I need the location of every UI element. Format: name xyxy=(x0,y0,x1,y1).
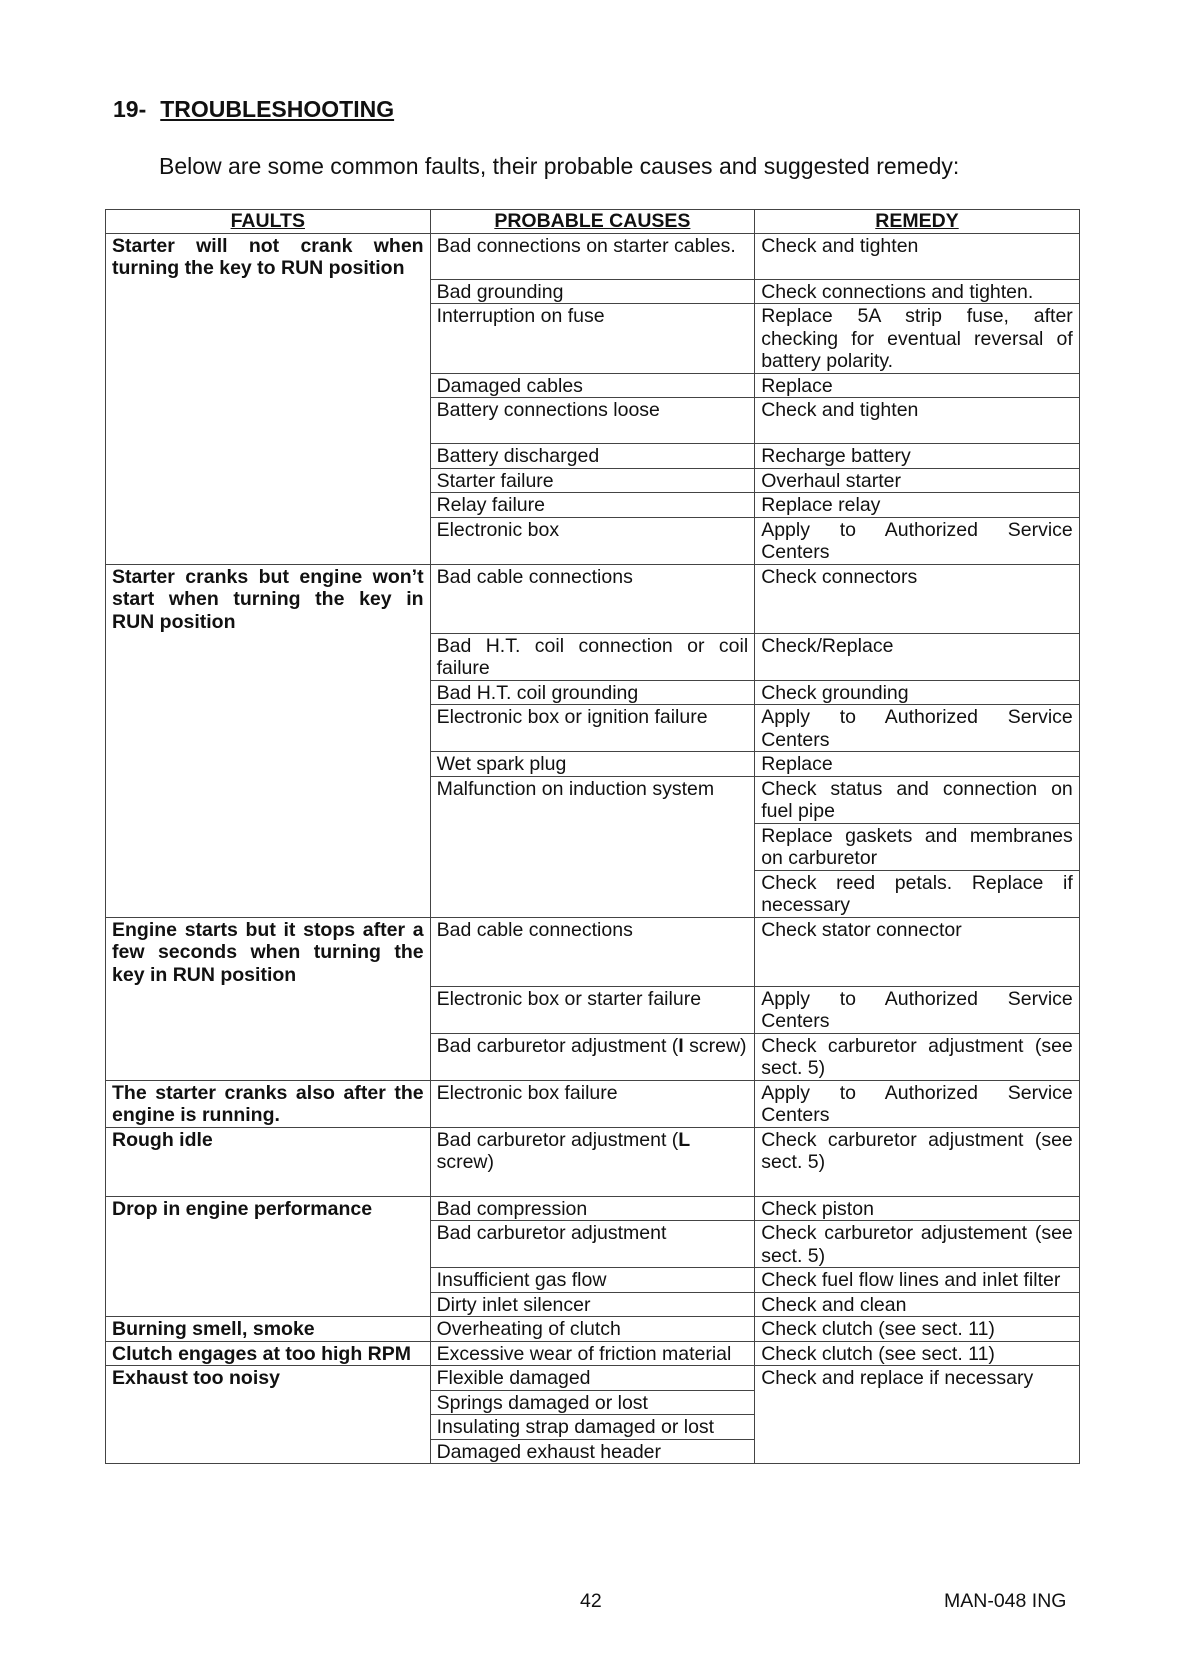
fault-cell: Clutch engages at too high RPM xyxy=(106,1341,431,1366)
remedy-cell: Check clutch (see sect. 11) xyxy=(755,1341,1080,1366)
document-code: MAN-048 ING xyxy=(944,1590,1067,1612)
cause-cell: Bad carburetor adjustment (L screw) xyxy=(430,1127,755,1196)
cause-cell: Electronic box failure xyxy=(430,1080,755,1127)
remedy-cell: Apply to Authorized Service Centers xyxy=(755,1080,1080,1127)
cause-cell: Excessive wear of friction material xyxy=(430,1341,755,1366)
remedy-cell: Recharge battery xyxy=(755,444,1080,469)
fault-cell: The starter cranks also after the engine is running. xyxy=(106,1080,431,1127)
table-row xyxy=(106,564,1080,633)
cause-cell: Bad carburetor adjustment (I screw) xyxy=(430,1033,755,1080)
cause-cell: Insufficient gas flow xyxy=(430,1268,755,1293)
remedy-cell: Replace xyxy=(755,752,1080,777)
cause-cell: Bad H.T. coil grounding xyxy=(430,680,755,705)
remedy-cell: Check grounding xyxy=(755,680,1080,705)
cause-cell: Wet spark plug xyxy=(430,752,755,777)
remedy-cell: Replace gaskets and membranes on carburetor xyxy=(755,823,1080,870)
remedy-cell: Check connections and tighten. xyxy=(755,279,1080,304)
fault-cell: Burning smell, smoke xyxy=(106,1317,431,1342)
cause-cell: Bad grounding xyxy=(430,279,755,304)
remedy-cell: Check and tighten xyxy=(755,233,1080,279)
cause-cell: Bad H.T. coil connection or coil failure xyxy=(430,633,755,680)
page-number: 42 xyxy=(580,1590,602,1612)
table-row xyxy=(106,1317,1080,1342)
remedy-cell: Replace xyxy=(755,373,1080,398)
fault-cell: Rough idle xyxy=(106,1127,431,1196)
cause-cell: Flexible damaged xyxy=(430,1366,755,1391)
cause-cell: Bad cable connections xyxy=(430,917,755,986)
remedy-cell: Check and replace if necessary xyxy=(755,1366,1080,1464)
table-row xyxy=(106,1127,1080,1196)
header-remedy: REMEDY xyxy=(755,210,1080,234)
table-row xyxy=(106,917,1080,986)
cause-cell: Bad carburetor adjustment xyxy=(430,1221,755,1268)
section-title: TROUBLESHOOTING xyxy=(160,96,395,122)
section-heading xyxy=(113,96,394,123)
remedy-cell: Check status and connection on fuel pipe xyxy=(755,776,1080,823)
cause-cell: Battery discharged xyxy=(430,444,755,469)
cause-cell: Malfunction on induction system xyxy=(430,776,755,917)
remedy-cell: Apply to Authorized Service Centers xyxy=(755,705,1080,752)
remedy-cell: Check carburetor adjustment (see sect. 5) xyxy=(755,1033,1080,1080)
fault-cell: Engine starts but it stops after a few seconds when turning the key in RUN position xyxy=(106,917,431,1080)
table-row xyxy=(106,1196,1080,1221)
cause-cell: Bad cable connections xyxy=(430,564,755,633)
header-probable-causes: PROBABLE CAUSES xyxy=(430,210,755,234)
remedy-cell: Apply to Authorized Service Centers xyxy=(755,517,1080,564)
fault-cell: Exhaust too noisy xyxy=(106,1366,431,1464)
fault-cell: Starter cranks but engine won’t start when turning the key in RUN position xyxy=(106,564,431,917)
cause-cell: Electronic box xyxy=(430,517,755,564)
troubleshooting-table xyxy=(105,209,1080,1464)
cause-cell: Springs damaged or lost xyxy=(430,1390,755,1415)
section-number: 19- xyxy=(113,96,147,122)
intro-text: Below are some common faults, their probable causes and suggested remedy: xyxy=(159,153,960,179)
cause-cell: Bad compression xyxy=(430,1196,755,1221)
remedy-cell: Check piston xyxy=(755,1196,1080,1221)
cause-cell: Relay failure xyxy=(430,493,755,518)
remedy-cell: Check and tighten xyxy=(755,398,1080,444)
cause-cell: Battery connections loose xyxy=(430,398,755,444)
remedy-cell: Check stator connector xyxy=(755,917,1080,986)
remedy-cell: Apply to Authorized Service Centers xyxy=(755,986,1080,1033)
remedy-cell: Check reed petals. Replace if necessary xyxy=(755,870,1080,917)
cause-cell: Bad connections on starter cables. xyxy=(430,233,755,279)
remedy-cell: Check/Replace xyxy=(755,633,1080,680)
remedy-cell: Replace 5A strip fuse, after checking for eventual reversal of battery polarity. xyxy=(755,304,1080,374)
cause-cell: Damaged exhaust header xyxy=(430,1439,755,1464)
cause-cell: Starter failure xyxy=(430,468,755,493)
table-row xyxy=(106,1080,1080,1127)
remedy-cell: Check connectors xyxy=(755,564,1080,633)
cause-cell: Dirty inlet silencer xyxy=(430,1292,755,1317)
remedy-cell: Overhaul starter xyxy=(755,468,1080,493)
cause-cell: Overheating of clutch xyxy=(430,1317,755,1342)
table-row xyxy=(106,233,1080,279)
fault-cell: Drop in engine performance xyxy=(106,1196,431,1317)
remedy-cell: Check and clean xyxy=(755,1292,1080,1317)
cause-cell: Electronic box or ignition failure xyxy=(430,705,755,752)
cause-cell: Damaged cables xyxy=(430,373,755,398)
table-header-row xyxy=(106,210,1080,234)
cause-cell: Electronic box or starter failure xyxy=(430,986,755,1033)
table-row xyxy=(106,1341,1080,1366)
table-row xyxy=(106,1366,1080,1391)
remedy-cell: Replace relay xyxy=(755,493,1080,518)
header-faults: FAULTS xyxy=(106,210,431,234)
cause-cell: Interruption on fuse xyxy=(430,304,755,374)
remedy-cell: Check clutch (see sect. 11) xyxy=(755,1317,1080,1342)
remedy-cell: Check carburetor adjustement (see sect. 5) xyxy=(755,1221,1080,1268)
remedy-cell: Check carburetor adjustment (see sect. 5) xyxy=(755,1127,1080,1196)
cause-cell: Insulating strap damaged or lost xyxy=(430,1415,755,1440)
remedy-cell: Check fuel flow lines and inlet filter xyxy=(755,1268,1080,1293)
fault-cell: Starter will not crank when turning the key to RUN position xyxy=(106,233,431,564)
